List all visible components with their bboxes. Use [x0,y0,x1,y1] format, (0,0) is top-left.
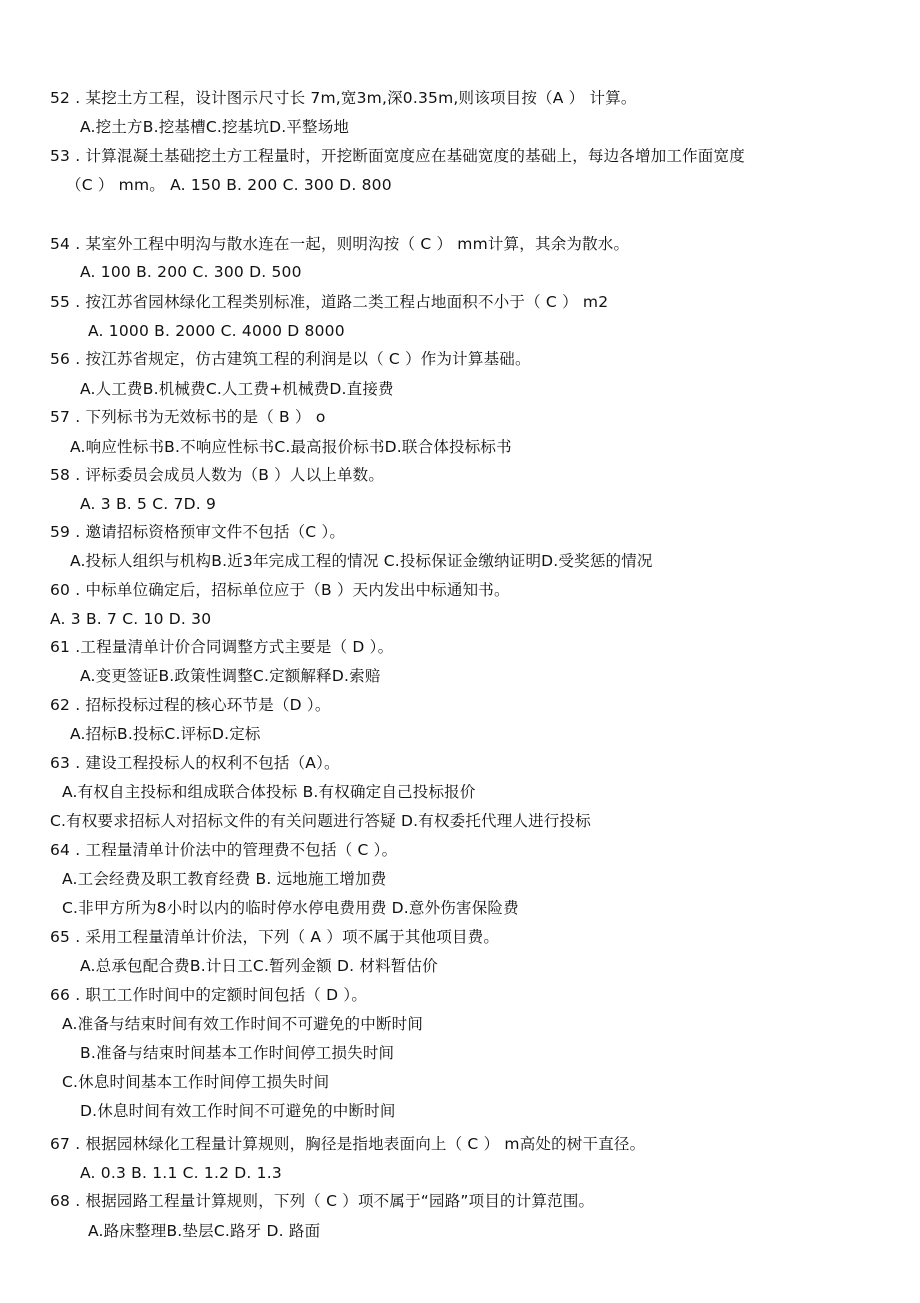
q61-options: A.变更签证B.政策性调整C.定额解释D.索赔 [80,667,381,685]
q59-stem: 59 . 邀请招标资格预审文件不包括（C ）。 [50,523,346,541]
q60-options: A. 3 B. 7 C. 10 D. 30 [50,610,212,628]
q52-options: A.挖土方B.挖基槽C.挖基坑D.平整场地 [80,118,350,136]
q63-options-2: C.有权要求招标人对招标文件的有关问题进行答疑 D.有权委托代理人进行投标 [50,812,591,830]
q68-options: A.路床整理B.垫层C.路牙 D. 路面 [88,1222,321,1240]
q62-options: A.招标B.投标C.评标D.定标 [70,725,261,743]
q58-options: A. 3 B. 5 C. 7D. 9 [80,495,217,513]
q66-option-b: B.准备与结束时间基本工作时间停工损失时间 [80,1044,395,1062]
q55-stem: 55 . 按江苏省园林绿化工程类别标准，道路二类工程占地面积不小于（ C ） m2 [50,293,609,311]
q56-options: A.人工费B.机械费C.人工费+机械费D.直接费 [80,380,394,398]
q68-stem: 68 . 根据园路工程量计算规则，下列（ C ）项不属于“园路”项目的计算范围。 [50,1192,595,1210]
q55-options: A. 1000 B. 2000 C. 4000 D 8000 [88,322,345,340]
q66-option-d: D.休息时间有效工作时间不可避免的中断时间 [80,1102,396,1120]
q61-stem: 61 .工程量清单计价合同调整方式主要是（ D ）。 [50,638,394,656]
q62-stem: 62 . 招标投标过程的核心环节是（D ）。 [50,696,331,714]
q53-stem-cont: （C ） mm。 A. 150 B. 200 C. 300 D. 800 [66,176,392,194]
q56-stem: 56 . 按江苏省规定，仿古建筑工程的利润是以（ C ）作为计算基础。 [50,350,531,368]
q64-options-1: A.工会经费及职工教育经费 B. 远地施工增加费 [62,870,387,888]
q57-options: A.响应性标书B.不响应性标书C.最高报价标书D.联合体投标标书 [70,438,512,456]
q59-options: A.投标人组织与机构B.近3年完成工程的情况 C.投标保证金缴纳证明D.受奖惩的情况 [70,552,653,570]
q53-stem: 53 . 计算混凝土基础挖土方工程量时，开挖断面宽度应在基础宽度的基础上，每边各增加工作面宽度 [50,147,745,165]
q64-stem: 64 . 工程量清单计价法中的管理费不包括（ C ）。 [50,841,398,859]
q57-stem: 57 . 下列标书为无效标书的是（ B ） o [50,408,326,426]
q54-stem: 54 . 某室外工程中明沟与散水连在一起，则明沟按（ C ） mm计算，其余为散水。 [50,235,630,253]
q66-option-c: C.休息时间基本工作时间停工损失时间 [62,1073,330,1091]
q60-stem: 60 . 中标单位确定后，招标单位应于（B ）天内发出中标通知书。 [50,581,510,599]
q54-options: A. 100 B. 200 C. 300 D. 500 [80,263,302,281]
q52-stem: 52 . 某挖土方工程，设计图示尺寸长 7m,宽3m,深0.35m,则该项目按（A ） 计算。 [50,89,637,107]
q65-stem: 65 . 采用工程量清单计价法，下列（ A ）项不属于其他项目费。 [50,928,500,946]
q64-options-2: C.非甲方所为8小时以内的临时停水停电费用费 D.意外伤害保险费 [62,899,519,917]
q66-stem: 66 . 职工工作时间中的定额时间包括（ D ）。 [50,986,368,1004]
q67-stem: 67 . 根据园林绿化工程量计算规则，胸径是指地表面向上（ C ） m高处的树干直径。 [50,1135,646,1153]
q67-options: A. 0.3 B. 1.1 C. 1.2 D. 1.3 [80,1164,282,1182]
q65-options: A.总承包配合费B.计日工C.暂列金额 D. 材料暂估价 [80,957,438,975]
q63-options-1: A.有权自主投标和组成联合体投标 B.有权确定自己投标报价 [62,783,476,801]
q58-stem: 58 . 评标委员会成员人数为（B ）人以上单数。 [50,466,385,484]
q66-option-a: A.准备与结束时间有效工作时间不可避免的中断时间 [62,1015,424,1033]
q63-stem: 63 . 建设工程投标人的权利不包括（A）。 [50,754,340,772]
